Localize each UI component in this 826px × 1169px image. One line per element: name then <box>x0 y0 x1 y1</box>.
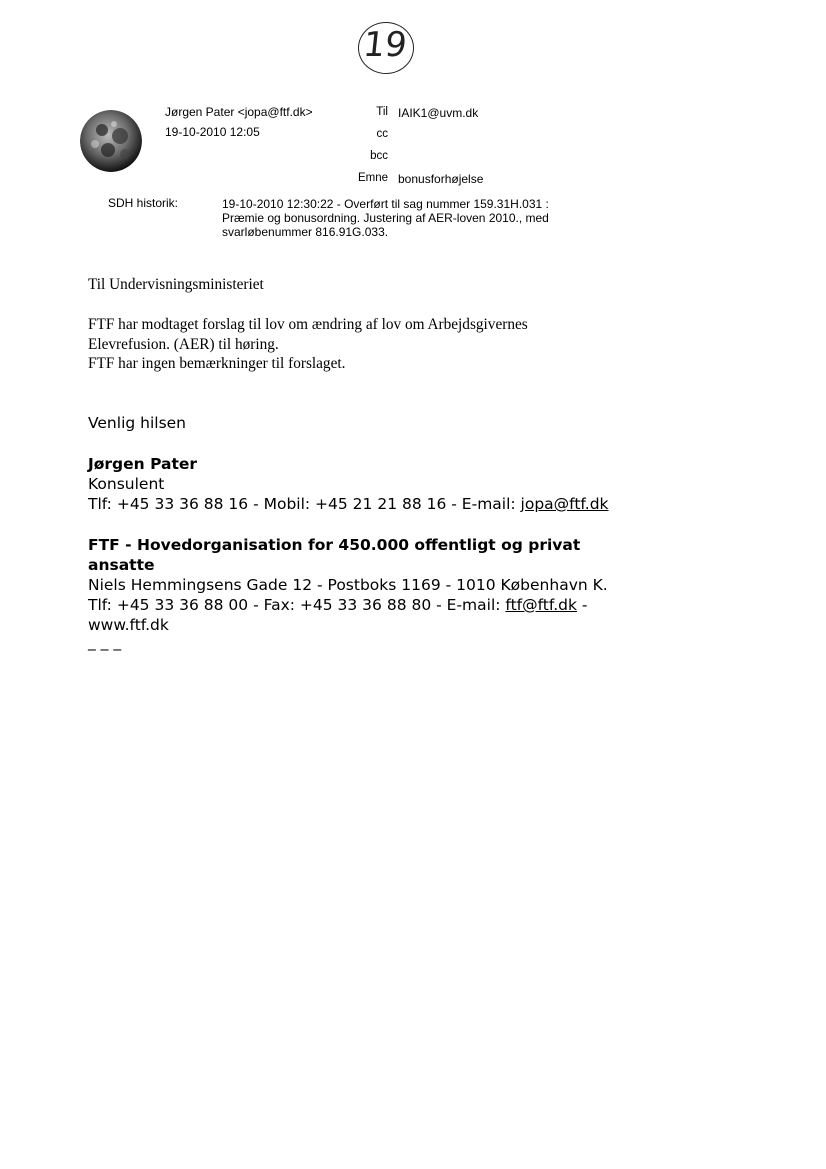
email-link[interactable]: jopa@ftf.dk <box>520 495 609 513</box>
subject-label: Emne <box>357 172 388 184</box>
page-number-stamp: 19 <box>361 25 409 65</box>
moon-icon <box>80 110 142 172</box>
subject-value: bonusforhøjelse <box>398 172 484 186</box>
contact-text: Tlf: +45 33 36 88 16 - Mobil: +45 21 21 88 16 - E-mail: <box>88 495 521 513</box>
signature-contact <box>88 494 609 514</box>
body-line: FTF har modtaget forslag til lov om ændring af lov om Arbejdsgivernes <box>88 316 528 333</box>
sent-date: 19-10-2010 12:05 <box>165 125 260 139</box>
cc-label: cc <box>376 128 388 140</box>
sender-avatar <box>80 110 142 172</box>
org-email-link[interactable]: ftf@ftf.dk <box>505 596 577 614</box>
org-website[interactable]: www.ftf.dk <box>88 616 169 634</box>
sender: Jørgen Pater <jopa@ftf.dk> <box>165 105 313 119</box>
message-body <box>88 315 528 374</box>
sdh-line: svarløbenummer 816.91G.033. <box>222 225 389 239</box>
body-line: Elevrefusion. (AER) til høring. <box>88 335 279 353</box>
to-label: Til <box>376 106 388 118</box>
organization-block <box>88 535 608 649</box>
org-contact-text: Tlf: +45 33 36 88 00 - Fax: +45 33 36 88 80 - E-mail: <box>88 596 506 614</box>
body-line: FTF har ingen bemærkninger til forslaget. <box>88 355 346 372</box>
org-name: FTF - Hovedorganisation for 450.000 offentligt og privat <box>88 536 581 554</box>
signature-name: Jørgen Pater <box>88 455 198 473</box>
sdh-line: 19-10-2010 12:30:22 - Overført til sag nummer 159.31H.031 : <box>222 197 549 211</box>
separator: _ _ _ <box>88 633 122 651</box>
to-value: IAIK1@uvm.dk <box>398 106 479 120</box>
org-address: Niels Hemmingsens Gade 12 - Postboks 1169 - 1010 København K. <box>88 576 608 594</box>
sdh-history <box>222 197 582 239</box>
closing: Venlig hilsen <box>88 414 187 432</box>
signature <box>88 454 609 514</box>
sdh-label: SDH historik: <box>108 196 179 210</box>
org-contact <box>88 595 608 615</box>
sdh-line: Præmie og bonusordning. Justering af AER-loven 2010., med <box>222 211 549 225</box>
signature-title: Konsulent <box>88 475 165 493</box>
org-name-cont: ansatte <box>88 556 155 574</box>
org-contact-suffix: - <box>576 596 588 614</box>
bcc-label: bcc <box>370 150 388 162</box>
salutation: Til Undervisningsministeriet <box>88 276 264 293</box>
